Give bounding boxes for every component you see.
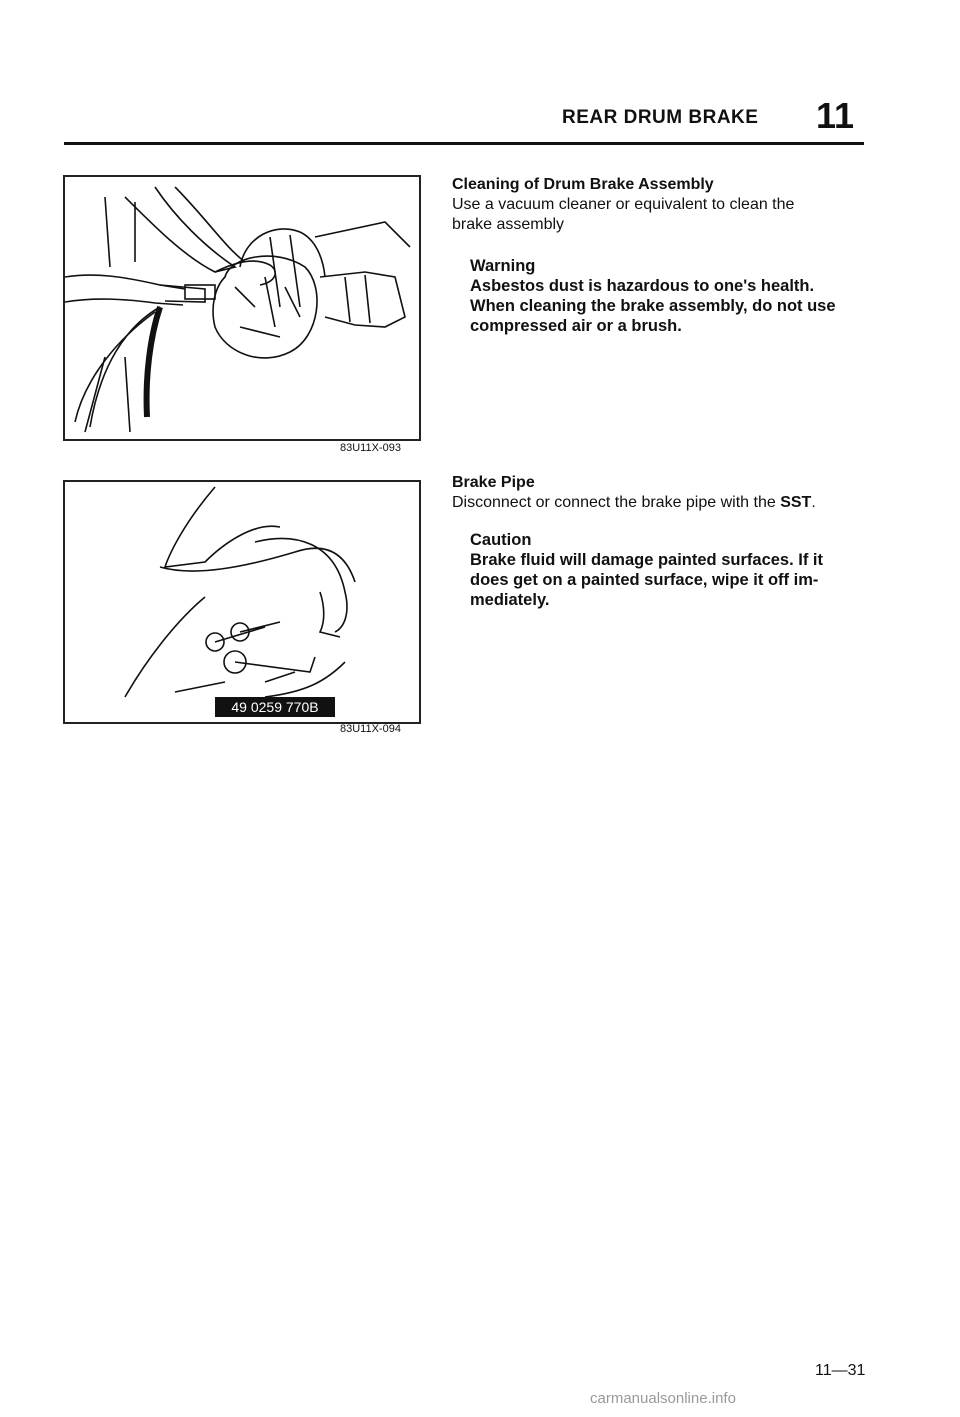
brake-pipe-illustration: [65, 482, 419, 722]
body-text: Disconnect or connect the brake pipe with the: [452, 494, 781, 511]
page-header: [520, 95, 860, 135]
warning-note: [470, 256, 870, 336]
vacuum-illustration: [65, 177, 419, 439]
section-body-line: brake assembly: [452, 216, 565, 233]
chapter-number: 11: [816, 95, 855, 136]
note-line: does get on a painted surface, wipe it off im-: [470, 571, 819, 589]
note-line: When cleaning the brake assembly, do not use: [470, 297, 836, 315]
body-text: .: [811, 494, 816, 511]
header-title: REAR DRUM BRAKE: [562, 107, 759, 128]
watermark: carmanualsonline.info: [590, 1390, 736, 1407]
figure-brake-pipe: [63, 480, 421, 724]
note-line: Asbestos dust is hazardous to one's health.: [470, 277, 815, 295]
figure-vacuum-cleaning: [63, 175, 421, 441]
note-line: Brake fluid will damage painted surfaces. If it: [470, 551, 824, 569]
caution-note: [470, 530, 870, 610]
section-brake-pipe: [452, 473, 872, 513]
note-title: Caution: [470, 531, 532, 549]
section-body-line: Use a vacuum cleaner or equivalent to clean the: [452, 196, 795, 213]
section-body: [452, 493, 872, 513]
figure-code: 83U11X-094: [340, 723, 401, 735]
note-title: Warning: [470, 257, 536, 275]
sst-tool-label: 49 0259 770B: [231, 699, 319, 715]
section-heading: Brake Pipe: [452, 474, 535, 491]
header-rule: [64, 142, 864, 145]
note-line: mediately.: [470, 591, 550, 609]
section-heading: Cleaning of Drum Brake Assembly: [452, 176, 714, 193]
section-cleaning: [452, 175, 872, 235]
note-line: compressed air or a brush.: [470, 317, 682, 335]
page-number: 11—31: [815, 1362, 866, 1379]
figure-code: 83U11X-093: [340, 442, 401, 454]
sst-abbrev: SST: [780, 494, 812, 511]
